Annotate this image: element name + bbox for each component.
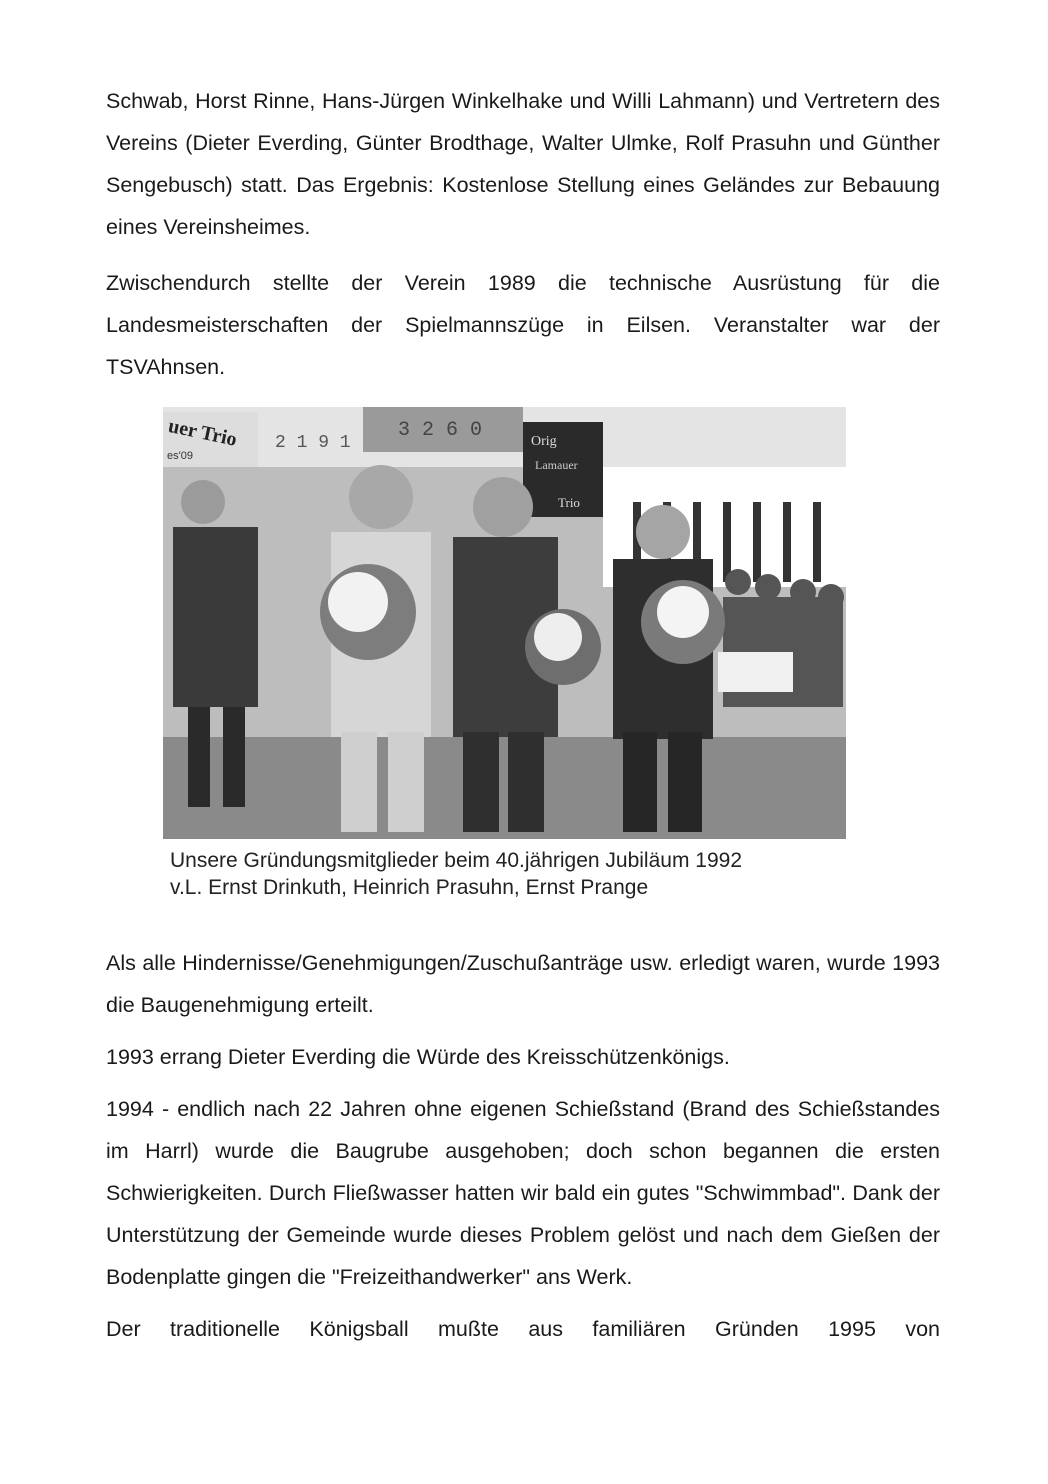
paragraph: Als alle Hindernisse/Genehmigungen/Zuschußanträge usw. erledigt waren, wurde 1993 die Baugenehmigung erteilt. bbox=[106, 951, 940, 1017]
sign-text: Orig bbox=[531, 434, 557, 449]
text-block-top bbox=[106, 80, 940, 402]
paragraph: Der traditionelle Königsball mußte aus familiären Gründen 1995 von bbox=[106, 1317, 940, 1341]
board-digits: 2 1 9 1 bbox=[275, 433, 351, 453]
sign-text: Trio bbox=[558, 495, 580, 510]
paragraph: 1993 errang Dieter Everding die Würde des Kreisschützenkönigs. bbox=[106, 1045, 730, 1069]
caption-line: v.L. Ernst Drinkuth, Heinrich Prasuhn, Ernst Prange bbox=[170, 876, 649, 899]
photo-gruendungsmitglieder bbox=[163, 407, 846, 839]
photo-caption bbox=[170, 847, 870, 901]
paragraph: 1994 - endlich nach 22 Jahren ohne eigenen Schießstand (Brand des Schießstandes im Harrl) wurde die Baugrube ausgehoben; doch schon begannen die ersten Schwierigkeiten. Durch Fließwasser hatten wir bald ein gutes "Schwimmbad". Dank der Unterstützung der Gemeinde wurde dieses Problem gelöst und nach dem Gießen der Bodenplatte gingen die "Freizeithandwerker" ans Werk. bbox=[106, 1097, 940, 1289]
caption-line: Unsere Gründungsmitglieder beim 40.jährigen Jubiläum 1992 bbox=[170, 849, 742, 872]
paragraph: Schwab, Horst Rinne, Hans-Jürgen Winkelhake und Willi Lahmann) und Vertretern des Vereins (Dieter Everding, Günter Brodthage, Walter Ulmke, Rolf Prasuhn und Günther Sengebusch) statt. Das Ergebnis: Kostenlose Stellung eines Geländes zur Bebauung eines Vereinsheimes. bbox=[106, 89, 940, 239]
banner-text: uer Trio bbox=[166, 414, 239, 451]
sign-text: Lamauer bbox=[535, 458, 578, 472]
board-digits: 3 2 6 0 bbox=[398, 419, 483, 442]
banner-sub-text: es'09 bbox=[167, 450, 193, 462]
paragraph: Zwischendurch stellte der Verein 1989 die technische Ausrüstung für die Landesmeisterschaften der Spielmannszüge in Eilsen. Veranstalter war der TSVAhnsen. bbox=[106, 271, 940, 379]
text-block-bottom bbox=[106, 942, 940, 1360]
